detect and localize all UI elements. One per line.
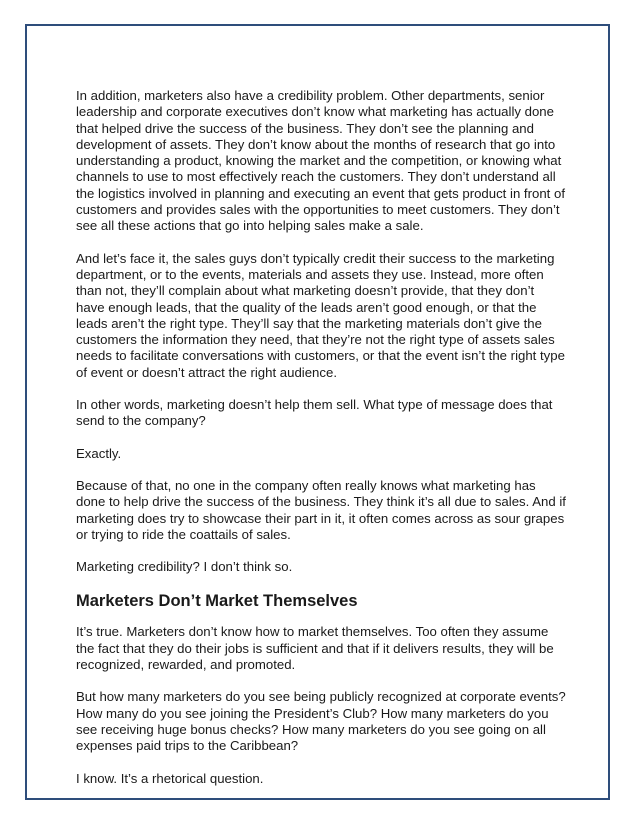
- paragraph: I know. It’s a rhetorical question.: [76, 770, 264, 786]
- paragraph: And let’s face it, the sales guys don’t typically credit their success to the marketing department, or to the events, materials and assets they use. Instead, more often than not, they’ll complain about what marketing doesn’t provide, that they don’t have enough leads, that the quality of the leads aren’t good enough, or that the leads aren’t the right type. They’ll say that the marketing materials don’t give the customers the information they need, that they’re not the right type of assets sales needs to facilitate conversations with customers, or that the event isn’t the right type of event or doesn’t attract the right audience.: [76, 250, 565, 380]
- document-body: [76, 88, 566, 803]
- paragraph: In addition, marketers also have a credibility problem. Other departments, senior leadership and corporate executives don’t know what marketing has actually done that helped drive the success of the business. They don’t see the planning and development of assets. They don’t know about the months of research that go into understanding a product, knowing the market and the competition, or knowing what channels to use to most effectively reach the customers. They don’t understand all the logistics involved in planning and executing an event that gets product in front of customers and provides sales with the opportunities to meet customers. They don’t see all these actions that go into helping sales make a sale.: [76, 88, 565, 234]
- section-heading: Marketers Don’t Market Themselves: [76, 592, 358, 611]
- paragraph: Because of that, no one in the company often really knows what marketing has done to help drive the success of the business. They think it’s all due to sales. And if marketing does try to showcase their part in it, it often comes across as sour grapes or trying to ride the coattails of sales.: [76, 477, 566, 542]
- paragraph: Exactly.: [76, 445, 122, 461]
- paragraph: But how many marketers do you see being publicly recognized at corporate events? How many do you see joining the President’s Club? How many marketers do you see receiving huge bonus checks? How many marketers do you see going on all expenses paid trips to the Caribbean?: [76, 689, 566, 754]
- paragraph: In other words, marketing doesn’t help them sell. What type of message does that send to the company?: [76, 397, 553, 429]
- paragraph: It’s true. Marketers don’t know how to market themselves. Too often they assume the fact that they do their jobs is sufficient and that if it delivers results, they will be recognized, rewarded, and promoted.: [76, 624, 554, 673]
- paragraph: Marketing credibility? I don’t think so.: [76, 559, 293, 575]
